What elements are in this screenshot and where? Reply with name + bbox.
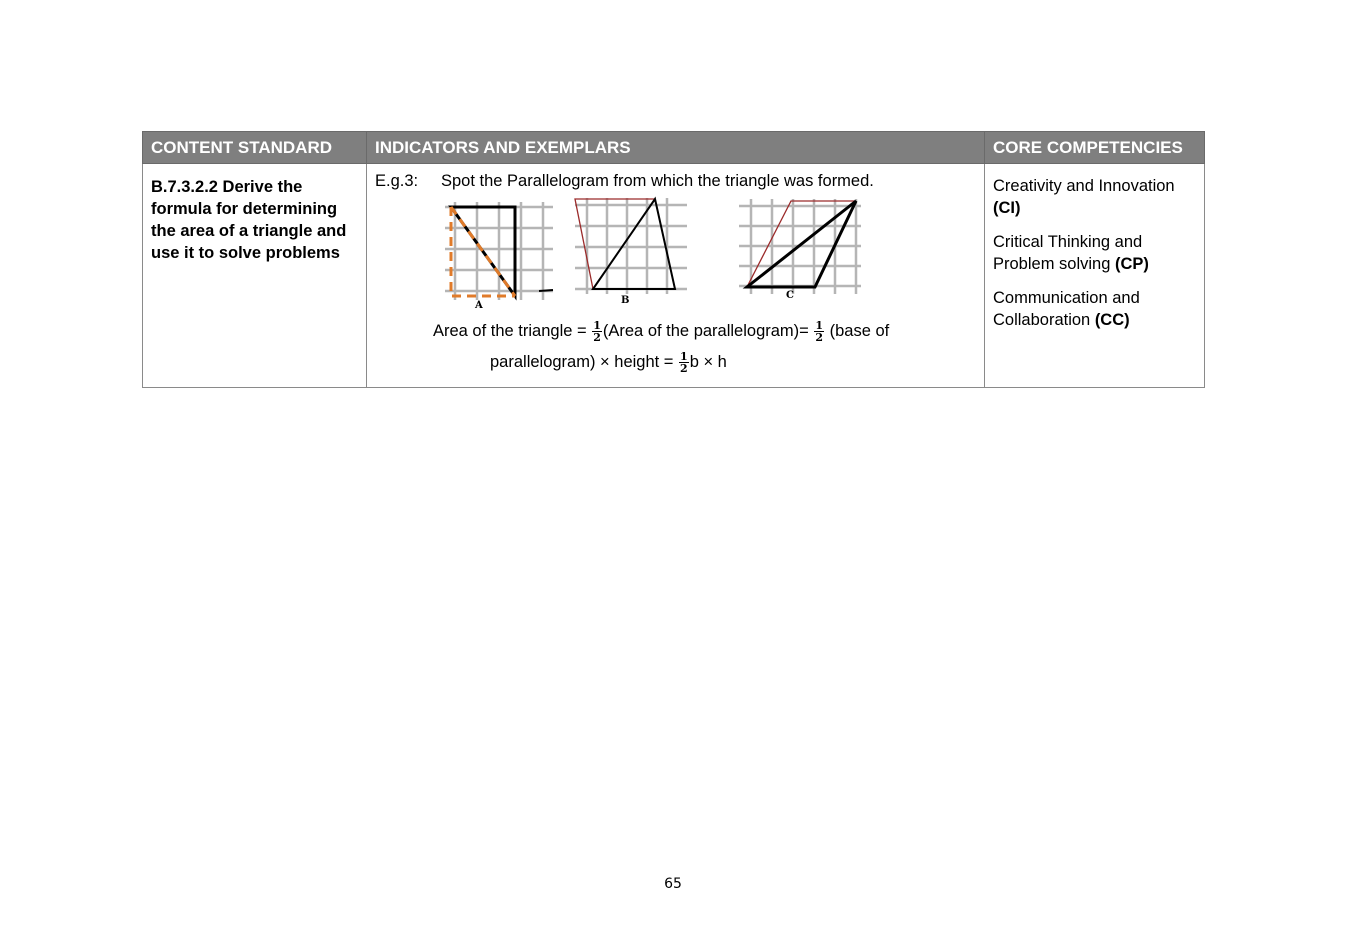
competency-item [993, 231, 1196, 275]
competency-text: Creativity and Innovation [993, 177, 1175, 195]
indicators-cell [367, 164, 985, 388]
curriculum-table [142, 131, 1205, 388]
triangle-figures [445, 194, 885, 316]
figure-c [739, 199, 861, 301]
triangle-b [593, 199, 675, 289]
header-content-standard: CONTENT STANDARD [143, 132, 367, 164]
exemplar-label: E.g.3: [375, 172, 419, 190]
grid-a [445, 202, 553, 300]
fraction-numerator: 1 [815, 319, 824, 333]
competency-code: (CI) [993, 199, 1021, 217]
fraction-numerator: 1 [593, 319, 601, 333]
formula-text-4: parallelogram) × height = [490, 353, 679, 372]
fraction-denominator: 2 [815, 331, 824, 345]
table-row [143, 164, 1205, 388]
formula-line-1 [433, 320, 953, 343]
fraction-half [679, 351, 689, 374]
exemplar-line [375, 170, 976, 192]
competency-text: Communication and Collaboration [993, 289, 1140, 329]
header-competencies: CORE COMPETENCIES [985, 132, 1205, 164]
label-a: A [475, 300, 483, 311]
header-row [143, 132, 1205, 164]
exemplar-text: Spot the Parallelogram from which the triangle was formed. [441, 172, 874, 190]
content-standard-cell: B.7.3.2.2 Derive the formula for determining the area of a triangle and use it to solve problems [143, 164, 367, 388]
fraction-denominator: 2 [593, 331, 601, 345]
formula-text-3: (base of [825, 322, 890, 340]
figure-b [575, 198, 687, 306]
competency-item [993, 175, 1196, 219]
fraction-half [814, 320, 824, 343]
competencies-cell [985, 164, 1205, 388]
formula-line-2 [433, 351, 953, 374]
competency-item [993, 287, 1196, 331]
figure-a [445, 202, 553, 311]
fraction-denominator: 2 [680, 362, 688, 376]
label-b: B [621, 295, 630, 306]
fraction-numerator: 1 [680, 350, 688, 364]
page-number: 65 [664, 876, 682, 892]
triangle-c [747, 201, 856, 287]
formula-text-5: b × h [689, 353, 727, 372]
formula-text-1: Area of the triangle = [433, 322, 592, 340]
figures-svg [445, 194, 885, 316]
header-indicators: INDICATORS AND EXEMPLARS [367, 132, 985, 164]
grid-b [575, 198, 687, 294]
fraction-half [592, 320, 602, 343]
competency-text: Critical Thinking and Problem solving [993, 233, 1143, 273]
label-c: C [786, 290, 794, 301]
competency-code: (CC) [1094, 311, 1130, 329]
competency-code: (CP) [1114, 255, 1149, 273]
stray-mark-a [539, 290, 553, 291]
formula-text-2: (Area of the parallelogram)= [602, 322, 814, 340]
area-formula [433, 320, 953, 374]
